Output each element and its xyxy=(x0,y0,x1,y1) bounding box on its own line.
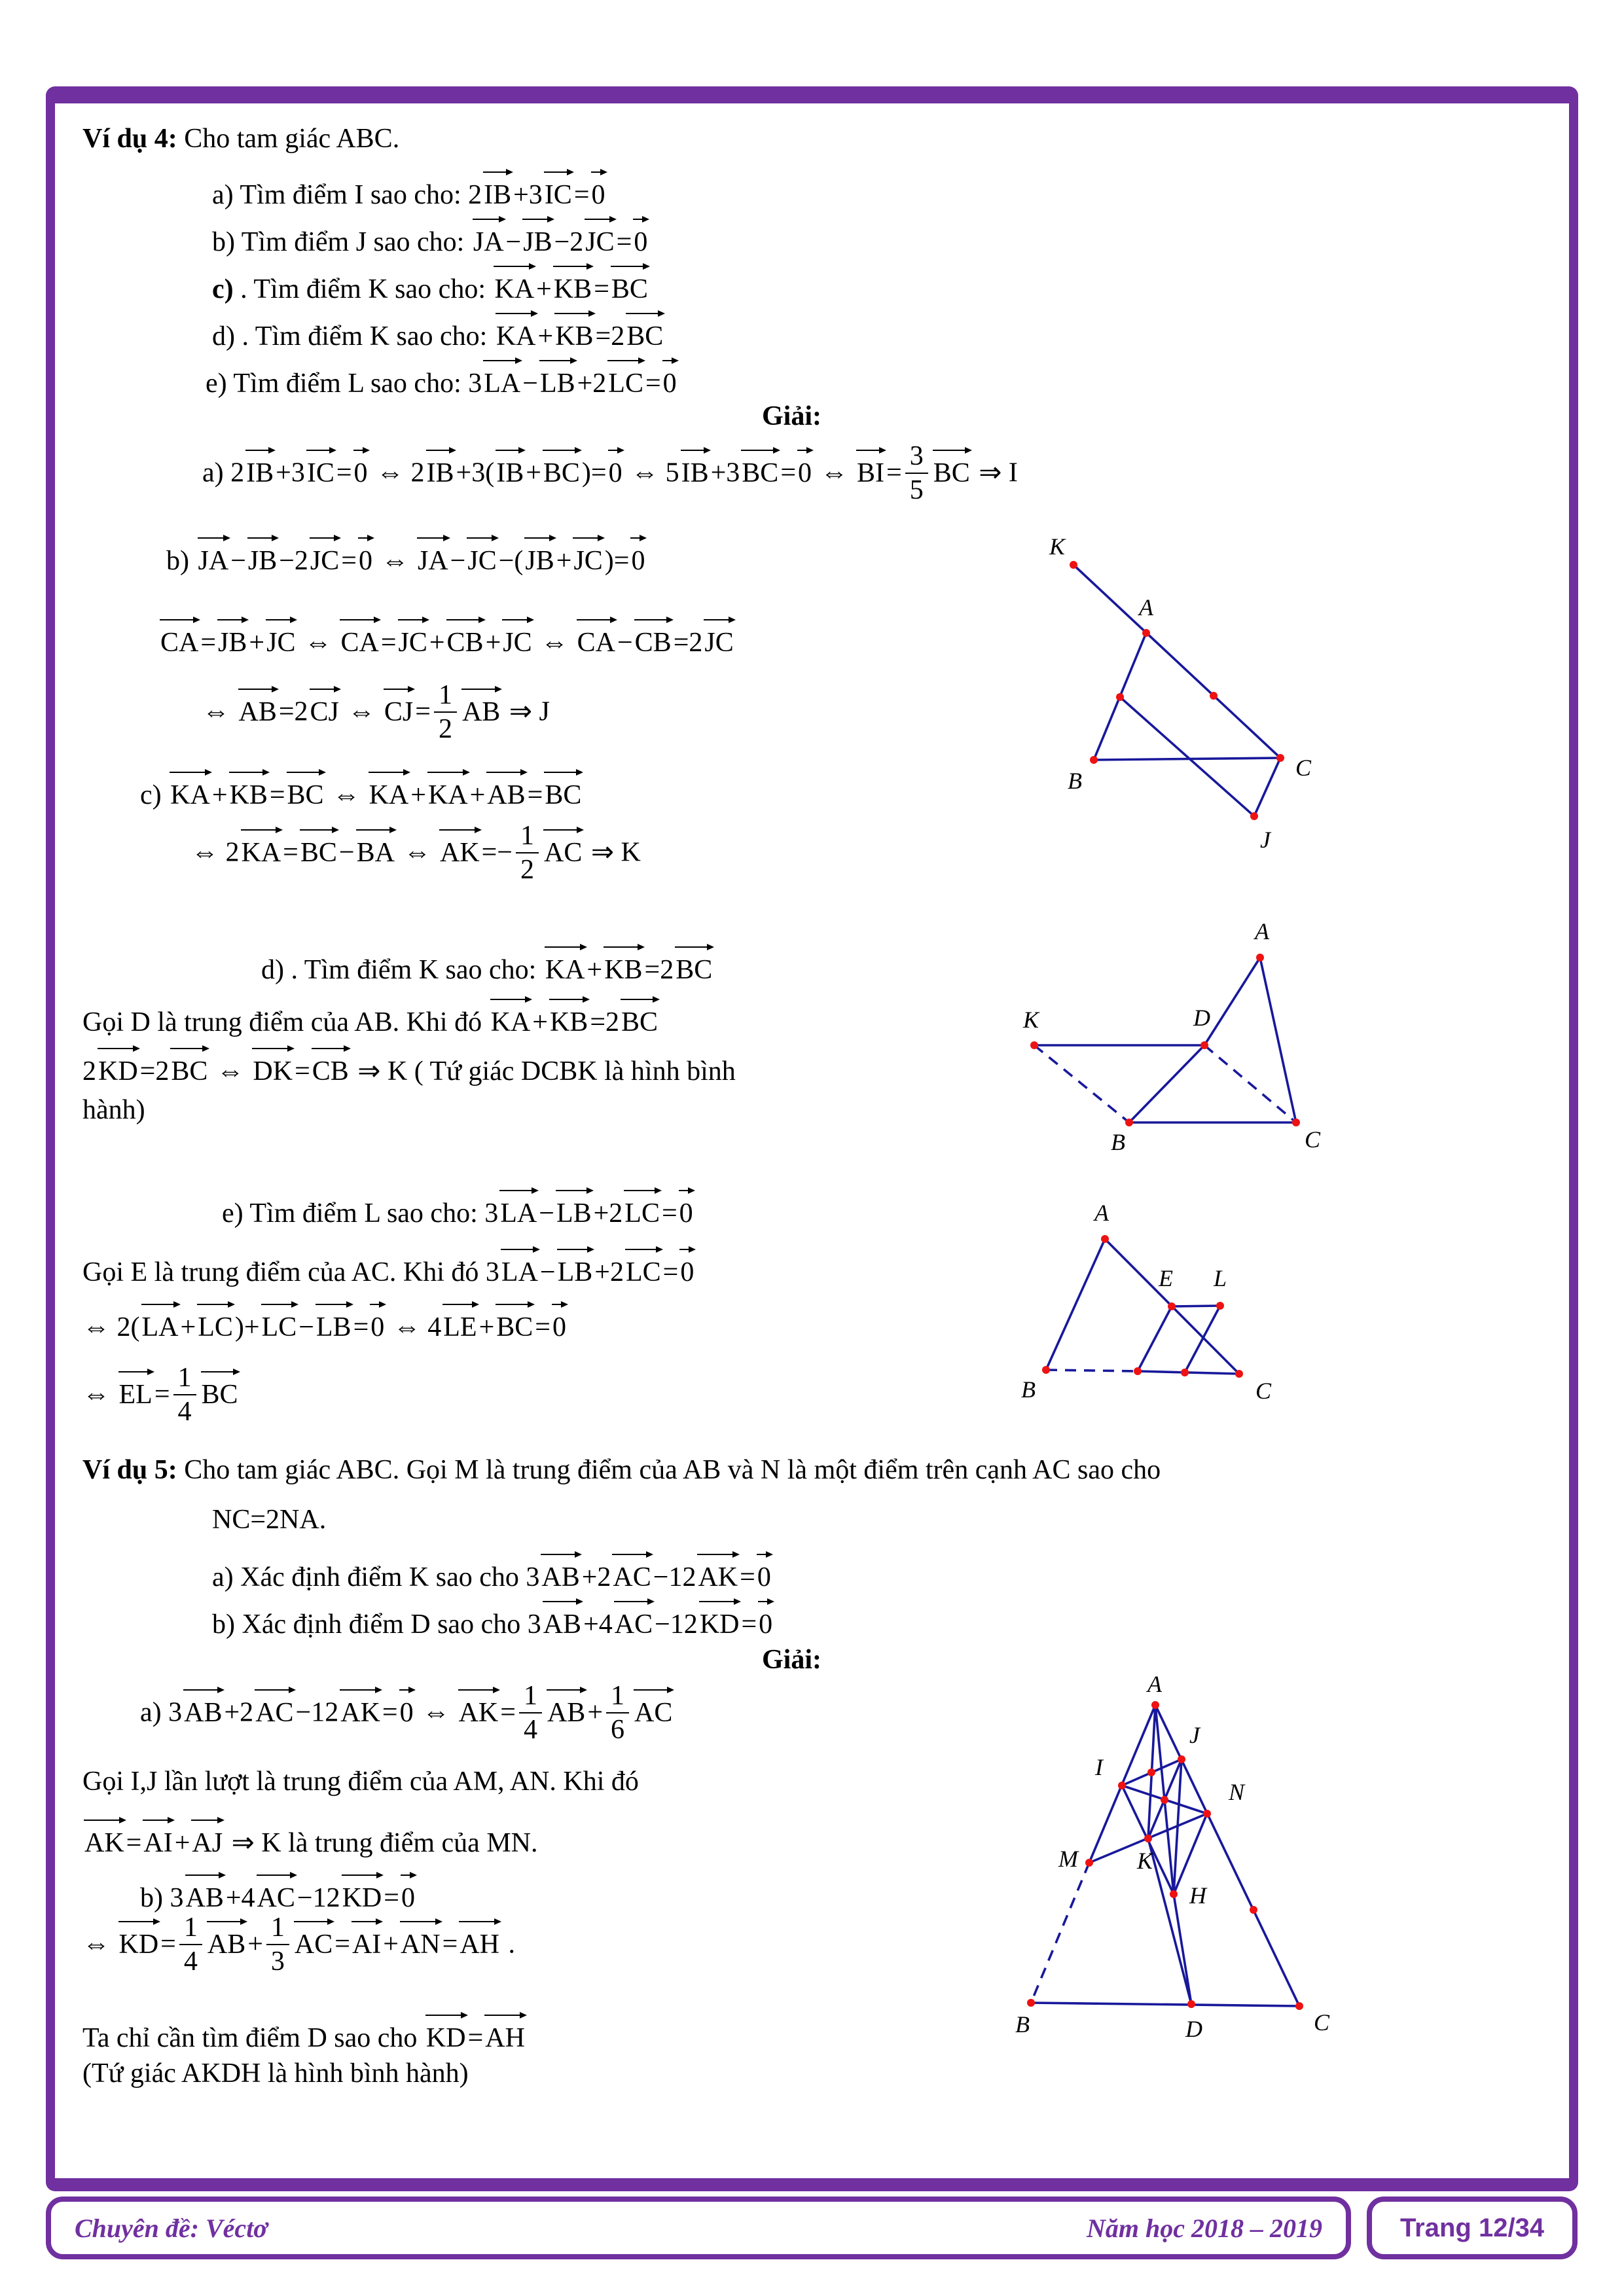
point-label-D: D xyxy=(1185,2016,1202,2042)
point-dot xyxy=(1090,756,1098,764)
solution4-d-line1: Gọi D là trung điểm của AB. Khi đó KA+KB=2BC xyxy=(82,994,660,1040)
solution4-b-line1: b) JA−JB−2JC=0 ⇔ JA−JC−(JB+JC)=0 xyxy=(166,532,647,579)
point-label-E: E xyxy=(1159,1265,1173,1291)
solution5-a-line2: Gọi I,J lần lượt là trung điểm của AM, AN. Khi đó xyxy=(82,1767,639,1797)
point-dot xyxy=(1200,1041,1208,1049)
point-dot xyxy=(1151,1701,1159,1709)
solution4-c-line1: c) KA+KB=BC ⇔ KA+KA+AB=BC xyxy=(140,766,583,813)
point-dot xyxy=(1085,1859,1093,1867)
point-dot xyxy=(1216,1302,1224,1310)
footer-bar xyxy=(46,2197,1351,2259)
diagram2-lines xyxy=(1034,958,1296,1122)
point-dot xyxy=(1292,1119,1300,1126)
point-label-K: K xyxy=(1023,1007,1039,1033)
solution5-b-line3: Ta chỉ cần tìm điểm D sao cho KD=AH xyxy=(82,2009,527,2056)
point-label-A: A xyxy=(1094,1201,1109,1226)
point-label-N: N xyxy=(1229,1779,1245,1805)
example5-title: Ví dụ 5: Cho tam giác ABC. Gọi M là trung điểm của AB và N là một điểm trên cạnh AC sao cho xyxy=(82,1455,1161,1485)
point-dot xyxy=(1210,692,1218,700)
footer-subject: Chuyên đề: Véctơ xyxy=(75,2213,268,2243)
example4-item-a: a) Tìm điểm I sao cho: 2IB+3IC=0 xyxy=(212,166,607,213)
solution5-b-line4: (Tứ giác AKDH là hình bình hành) xyxy=(82,2058,469,2089)
example4-item-e: e) Tìm điểm L sao cho: 3LA−LB+2LC=0 xyxy=(206,355,679,401)
point-dot xyxy=(1142,629,1150,637)
solution4-d-title: d) . Tìm điểm K sao cho: KA+KB=2BC xyxy=(261,941,714,988)
point-dot xyxy=(1125,1119,1133,1126)
point-dot xyxy=(1235,1370,1243,1378)
point-dot xyxy=(1101,1235,1109,1243)
footer-page-number: Trang 12/34 xyxy=(1399,2213,1545,2242)
solution4-e-line3: ⇔ EL= $\frac{1}{4}$ BC xyxy=(82,1365,240,1428)
point-dot xyxy=(1295,2002,1303,2010)
point-dot xyxy=(1042,1366,1050,1374)
diagram3-lines xyxy=(1046,1239,1239,1374)
point-label-J: J xyxy=(1260,827,1271,853)
point-dot xyxy=(1250,812,1258,820)
solution5-a-line3: AK=AI+AJ ⇒ K là trung điểm của MN. xyxy=(82,1814,538,1861)
example5-item-a: a) Xác định điểm K sao cho 3AB+2AC−12AK=0 xyxy=(212,1549,773,1595)
point-label-C: C xyxy=(1295,755,1312,781)
point-label-C: C xyxy=(1314,2009,1330,2036)
point-dot xyxy=(1118,1782,1126,1789)
point-label-H: H xyxy=(1189,1882,1206,1909)
point-label-K: K xyxy=(1049,533,1066,560)
solution4-d-line3: hành) xyxy=(82,1095,145,1125)
point-dot xyxy=(1250,1906,1257,1914)
point-label-M: M xyxy=(1058,1846,1078,1872)
solution4-c-line2: ⇔ 2KA=BC−BA ⇔ AK=− $\frac{1}{2}$ AC ⇒ K xyxy=(191,821,641,886)
point-dot xyxy=(1027,1999,1035,2007)
solution-heading-2: Giải: xyxy=(762,1645,821,1675)
solution4-e-line2: ⇔ 2(LA+LC)+LC−LB=0 ⇔ 4LE+BC=0 xyxy=(82,1299,568,1345)
solution5-a-line1: a) 3AB+2AC−12AK=0 ⇔ AK= $\frac{1}{4}$ AB+ $\frac{1}{6}$ AC xyxy=(140,1683,674,1746)
point-dot xyxy=(1170,1890,1178,1898)
example5-given: NC=2NA. xyxy=(212,1505,327,1535)
example5-item-b: b) Xác định điểm D sao cho 3AB+4AC−12KD=0 xyxy=(212,1596,774,1642)
point-label-B: B xyxy=(1068,768,1082,794)
point-dot xyxy=(1147,1768,1155,1776)
solution-heading-1: Giải: xyxy=(762,401,821,431)
point-dot xyxy=(1256,954,1264,961)
point-label-B: B xyxy=(1111,1129,1125,1155)
example4-item-b: b) Tìm điểm J sao cho: JA−JB−2JC=0 xyxy=(212,213,649,260)
point-dot xyxy=(1178,1755,1185,1763)
solution4-d-line2: 2KD=2BC ⇔ DK=CB ⇒ K ( Tứ giác DCBK là hình bình xyxy=(82,1043,736,1089)
point-label-I: I xyxy=(1095,1754,1103,1780)
point-label-J: J xyxy=(1189,1722,1200,1748)
diagram1-points xyxy=(1070,561,1284,820)
point-label-A: A xyxy=(1147,1676,1162,1697)
point-dot xyxy=(1203,1810,1211,1818)
point-label-B: B xyxy=(1021,1376,1036,1403)
solution4-e-title: e) Tìm điểm L sao cho: 3LA−LB+2LC=0 xyxy=(222,1185,695,1231)
point-dot xyxy=(1134,1367,1142,1375)
solution4-b-line2: CA=JB+JC ⇔ CA=JC+CB+JC ⇔ CA−CB=2JC xyxy=(158,614,736,660)
solution5-b-line2: ⇔ KD= $\frac{1}{4}$ AB+ $\frac{1}{3}$ AC=AI+AN=AH . xyxy=(82,1912,515,1977)
point-dot xyxy=(1070,561,1077,569)
point-dot xyxy=(1161,1796,1168,1804)
point-dot xyxy=(1276,754,1284,762)
point-label-A: A xyxy=(1139,594,1153,620)
point-label-C: C xyxy=(1305,1126,1321,1153)
point-label-B: B xyxy=(1015,2011,1030,2037)
example4-title: Ví dụ 4: Cho tam giác ABC. xyxy=(82,124,400,154)
point-label-D: D xyxy=(1193,1005,1210,1031)
point-label-A: A xyxy=(1255,918,1269,944)
diagram-triangle-MNKHD xyxy=(992,1676,1358,2055)
example4-item-d: d) . Tìm điểm K sao cho: KA+KB=2BC xyxy=(212,308,665,354)
point-dot xyxy=(1187,2000,1195,2008)
solution4-b-line3: ⇔ AB=2CJ ⇔ CJ= $\frac{1}{2}$ AB ⇒ J xyxy=(202,680,550,745)
point-label-L: L xyxy=(1214,1265,1227,1291)
diagram-triangle-EL xyxy=(995,1201,1322,1410)
point-dot xyxy=(1116,693,1124,701)
diagram2-points xyxy=(1030,954,1300,1126)
diagram-parallelogram-DCBK xyxy=(998,848,1339,1155)
footer-year: Năm học 2018 – 2019 xyxy=(1087,2213,1322,2243)
solution4-e-line1: Gọi E là trung điểm của AC. Khi đó 3LA−LB+2LC=0 xyxy=(82,1244,696,1290)
point-dot xyxy=(1168,1302,1176,1310)
point-dot xyxy=(1144,1835,1152,1842)
diagram-triangle-KJ xyxy=(1018,514,1332,867)
example4-item-c: c) . Tìm điểm K sao cho: KA+KB=BC xyxy=(212,260,650,307)
footer-page-box xyxy=(1367,2197,1578,2259)
point-label-K: K xyxy=(1137,1848,1153,1874)
point-dot xyxy=(1181,1369,1189,1376)
solution4-a: a) 2IB+3IC=0 ⇔ 2IB+3(IB+BC)=0 ⇔ 5IB+3BC=0 ⇔ BI= $\frac{3}{5}$ BC ⇒ I xyxy=(202,441,1018,506)
solution5-b-line1: b) 3AB+4AC−12KD=0 xyxy=(140,1869,417,1916)
diagram1-lines xyxy=(1074,565,1280,816)
point-label-C: C xyxy=(1255,1378,1272,1404)
point-dot xyxy=(1030,1041,1038,1049)
